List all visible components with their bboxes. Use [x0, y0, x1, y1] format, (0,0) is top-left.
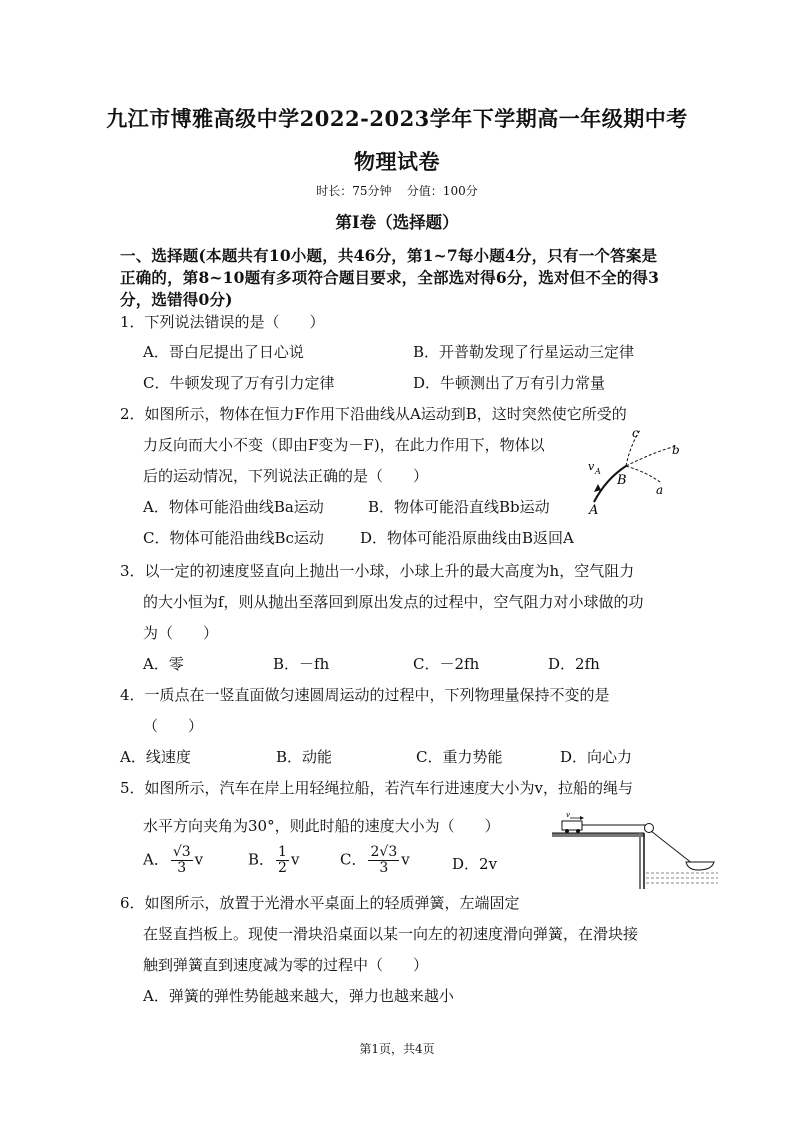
q5-option-a [143, 845, 203, 876]
q5-option-d: D．2v [452, 855, 498, 873]
q2-label-b: b [672, 443, 680, 457]
section-instructions-line1: 一、选择题(本题共有10小题，共46分，第1~7每小题4分，只有一个答案是 [120, 246, 658, 265]
part-title: 第Ⅰ卷（选择题） [335, 213, 459, 232]
section-instructions-line3: 分，选错得0分) [120, 290, 233, 309]
q2-label-velocity: v [588, 460, 595, 473]
q5-option-c-label: C． [340, 850, 367, 869]
q5-option-a-unit: v [194, 850, 204, 869]
q5-velocity-arrow-icon [580, 816, 584, 820]
q2-label-velocity-subscript: A [595, 467, 601, 476]
q5-pulley [645, 824, 654, 833]
q5-label-velocity: v [566, 811, 570, 819]
q5-option-b-denominator: 2 [278, 860, 287, 876]
q3-stem-line3: 为（ ） [143, 624, 219, 642]
q5-option-b [248, 845, 299, 876]
q1-option-a: A．哥白尼提出了日心说 [143, 343, 304, 361]
q2-path-b [626, 446, 676, 466]
q5-option-b-label: B． [248, 850, 275, 869]
q5-option-b-unit: v [290, 850, 300, 869]
section-instructions-line2: 正确的，第8~10题有多项符合题目要求，全部选对得6分，选对但不全的得3 [120, 268, 660, 287]
exam-title-line2: 物理试卷 [354, 149, 440, 174]
q6-stem-line2: 在竖直挡板上。现使一滑块沿桌面以某一向左的初速度滑向弹簧，在滑块接 [143, 925, 639, 943]
q2-option-a: A．物体可能沿曲线Ba运动 [143, 498, 324, 516]
q5-shore [552, 833, 644, 837]
q5-option-a-label: A． [143, 850, 169, 869]
q5-option-a-fraction [171, 845, 193, 876]
q2-label-c: c [632, 426, 639, 440]
q5-stem-line2: 水平方向夹角为30°，则此时船的速度大小为（ ） [143, 817, 500, 835]
q1-option-b: B．开普勒发现了行星运动三定律 [413, 343, 635, 361]
q5-option-c [340, 845, 410, 876]
exam-meta: 时长：75分钟 分值：100分 [316, 184, 478, 198]
q5-option-a-numerator: √3 [172, 844, 191, 860]
q2-label-point-b: B [617, 473, 627, 488]
q4-option-b: B．动能 [276, 748, 333, 766]
q5-car-boat-figure [548, 805, 720, 893]
q4-stem-line1: 4．一质点在一竖直面做匀速圆周运动的过程中，下列物理量保持不变的是 [120, 686, 610, 704]
q5-boat [686, 862, 714, 870]
q2-option-b: B．物体可能沿直线Bb运动 [368, 498, 550, 516]
q2-trajectory-figure [584, 424, 694, 516]
q3-stem-line1: 3．以一定的初速度竖直向上抛出一小球，小球上升的最大高度为h，空气阻力 [120, 562, 635, 580]
q1-option-d: D．牛顿测出了万有引力常量 [413, 374, 606, 392]
q3-option-a: A．零 [143, 655, 184, 673]
q5-option-c-denominator: 3 [379, 860, 389, 876]
q5-option-b-numerator: 1 [278, 844, 287, 860]
q5-car [562, 821, 582, 830]
q6-option-a: A．弹簧的弹性势能越来越大，弹力也越来越小 [143, 987, 454, 1005]
q2-stem-line3: 后的运动情况，下列说法正确的是（ ） [143, 467, 429, 485]
q3-option-d: D．2fh [548, 655, 600, 673]
q1-option-c: C．牛顿发现了万有引力定律 [143, 374, 335, 392]
q5-rope-to-boat [651, 831, 693, 864]
q6-stem-line1: 6．如图所示，放置于光滑水平桌面上的轻质弹簧，左端固定 [120, 894, 520, 912]
q5-option-a-denominator: 3 [177, 860, 187, 876]
q5-option-c-unit: v [401, 850, 410, 869]
q2-label-point-a: A [589, 503, 599, 516]
q4-stem-line2: （ ） [143, 717, 204, 735]
q2-path-a [626, 466, 660, 482]
q2-stem-line1: 2．如图所示，物体在恒力F作用下沿曲线从A运动到B，这时突然使它所受的 [120, 405, 627, 423]
q4-option-c: C．重力势能 [416, 748, 503, 766]
q4-option-d: D．向心力 [560, 748, 633, 766]
q6-stem-line3: 触到弹簧直到速度减为零的过程中（ ） [143, 956, 429, 974]
q1-stem: 1．下列说法错误的是（ ） [120, 313, 325, 331]
page-footer: 第1页，共4页 [359, 1042, 435, 1056]
q2-stem-line2: 力反向而大小不变（即由F变为－F)，在此力作用下，物体以 [143, 436, 545, 454]
q3-option-c: C．－2fh [413, 655, 480, 673]
q2-option-d: D．物体可能沿原曲线由B返回A [360, 529, 574, 547]
q4-option-a: A．线速度 [120, 748, 191, 766]
q2-label-a: a [656, 483, 664, 497]
q2-option-c: C．物体可能沿曲线Bc运动 [143, 529, 324, 547]
exam-title-line1: 九江市博雅高级中学2022-2023学年下学期高一年级期中考 [106, 106, 688, 131]
q5-stem-line1: 5．如图所示，汽车在岸上用轻绳拉船，若汽车行进速度大小为v，拉船的绳与 [120, 779, 634, 797]
q5-option-c-numerator: 2√3 [370, 844, 398, 860]
q5-option-c-fraction [368, 845, 399, 876]
q3-stem-line2: 的大小恒为f，则从抛出至落回到原出发点的过程中，空气阻力对小球做的功 [143, 593, 644, 611]
q5-option-b-fraction [276, 845, 289, 876]
q3-option-b: B．－fh [273, 655, 330, 673]
